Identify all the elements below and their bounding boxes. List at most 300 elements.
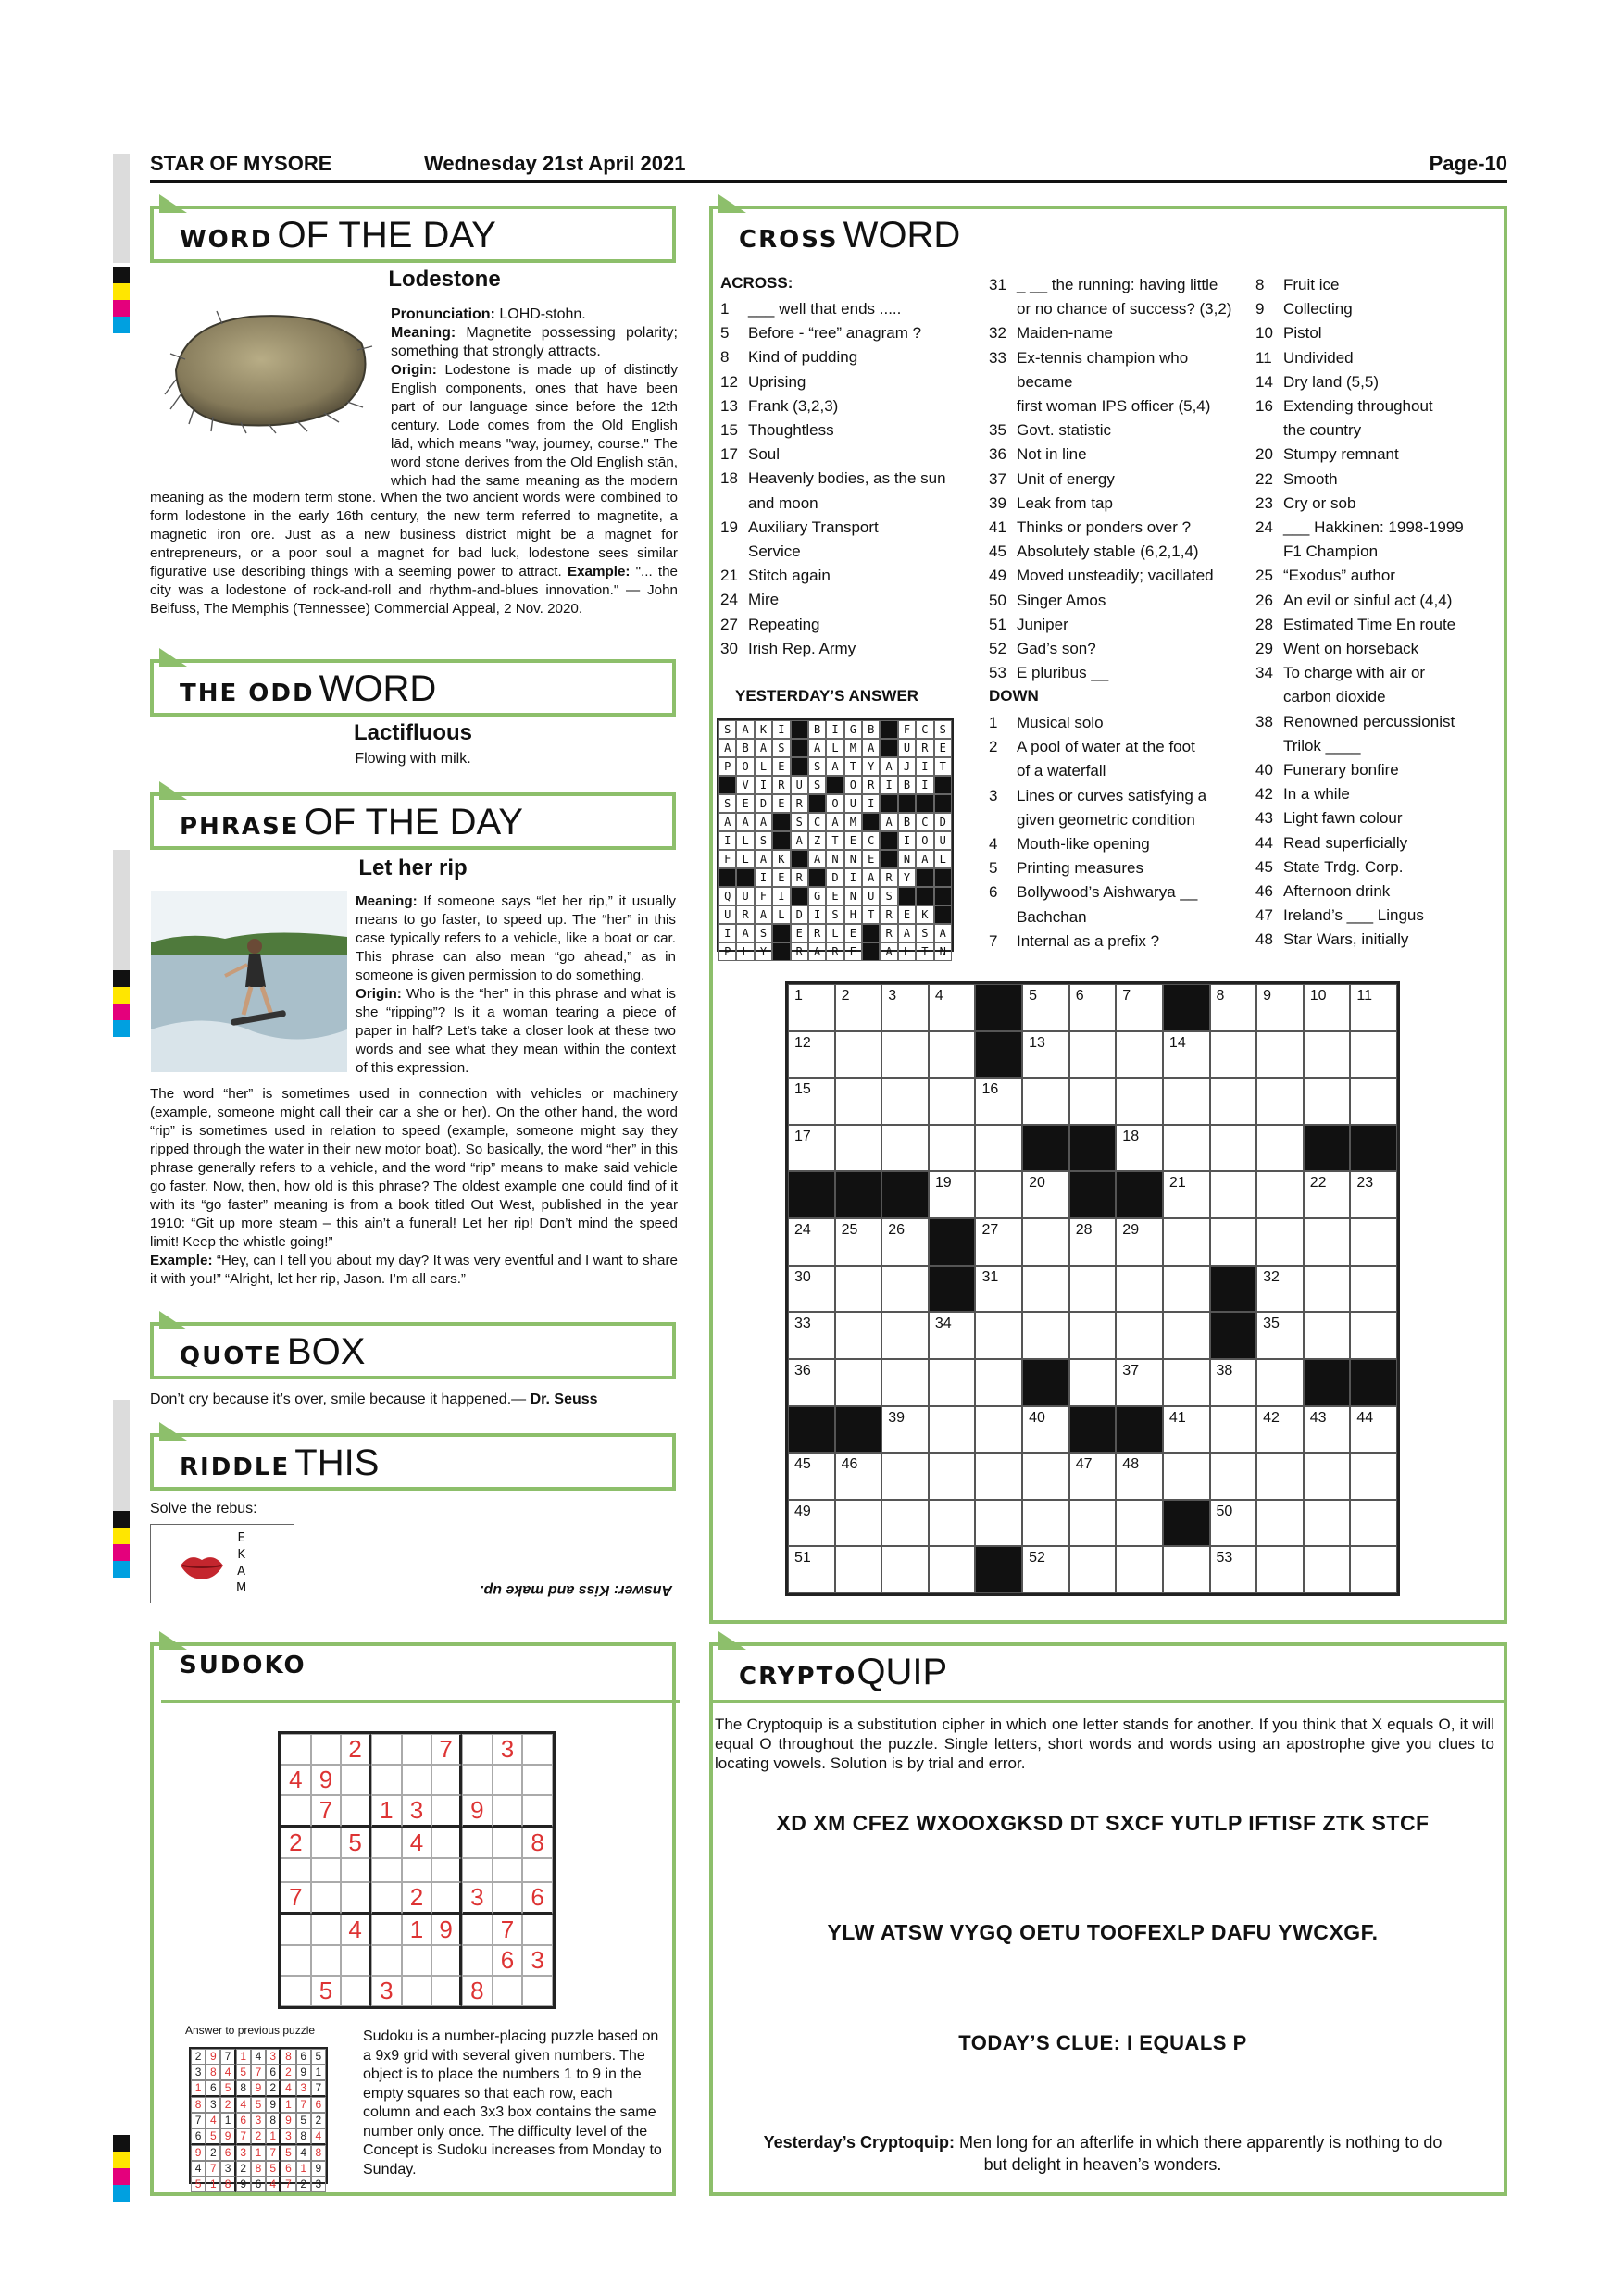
- crossword-cell[interactable]: [1116, 1500, 1163, 1547]
- answer-cell: P: [718, 757, 736, 776]
- crossword-cell[interactable]: [1022, 1031, 1069, 1079]
- sudoku-empty-cell[interactable]: [281, 1734, 311, 1765]
- answer-cell: T: [862, 905, 880, 924]
- sudoku-empty-cell[interactable]: [522, 1858, 553, 1882]
- crossword-cell[interactable]: [1163, 1266, 1210, 1313]
- clue-number: 14: [1255, 372, 1273, 391]
- clue-text: given geometric condition: [1017, 810, 1195, 829]
- sudoku-empty-cell[interactable]: [281, 1945, 311, 1976]
- crossword-cell[interactable]: [1163, 1031, 1210, 1079]
- crossword-cell[interactable]: [975, 1218, 1022, 1266]
- sudoku-answer-cell: 3: [206, 2097, 220, 2113]
- crossword-cell[interactable]: [929, 1312, 976, 1359]
- answer-cell: A: [736, 924, 754, 942]
- crossword-cell[interactable]: [1116, 1546, 1163, 1593]
- crossword-cell[interactable]: [1116, 1312, 1163, 1359]
- crossword-cell[interactable]: [1163, 1218, 1210, 1266]
- crossword-cell[interactable]: [1022, 984, 1069, 1031]
- answer-cell: Y: [898, 868, 916, 887]
- sudoku-answer-cell: 6: [191, 2128, 206, 2145]
- crossword-cell[interactable]: [1163, 1359, 1210, 1406]
- crossword-cell[interactable]: [1350, 1171, 1397, 1218]
- clue-text: Read superficially: [1283, 833, 1408, 852]
- answer-black-cell: [916, 887, 933, 905]
- crossword-cell[interactable]: [975, 1359, 1022, 1406]
- sudoku-answer-cell: 3: [311, 2177, 326, 2192]
- crossword-cell[interactable]: [788, 1312, 835, 1359]
- sudoku-empty-cell[interactable]: [462, 1945, 493, 1976]
- crossword-cell[interactable]: [1304, 1031, 1351, 1079]
- crossword-cell[interactable]: [1256, 1171, 1304, 1218]
- clue-row: [989, 321, 1239, 345]
- crossword-cell[interactable]: [975, 1078, 1022, 1125]
- answer-cell: O: [844, 776, 862, 794]
- crossword-cell[interactable]: [929, 1500, 976, 1547]
- margin-bar: [113, 850, 130, 970]
- sudoku-empty-cell[interactable]: [493, 1976, 523, 2006]
- answer-cell: S: [791, 813, 808, 831]
- crossword-cell[interactable]: [1210, 984, 1257, 1031]
- sudoku-answer-cell: 5: [191, 2177, 206, 2192]
- cell-number: 21: [1168, 1175, 1186, 1192]
- crossword-cell[interactable]: [881, 1266, 929, 1313]
- crossword-cell[interactable]: [1304, 1500, 1351, 1547]
- sudoku-empty-cell[interactable]: [522, 1915, 553, 1945]
- crossword-cell[interactable]: [975, 1125, 1022, 1172]
- sudoku-empty-cell[interactable]: [462, 1915, 493, 1945]
- sudoku-empty-cell[interactable]: [493, 1828, 523, 1858]
- clue-number: 32: [989, 324, 1006, 343]
- crossword-cell[interactable]: [788, 1218, 835, 1266]
- answer-cell: I: [916, 757, 933, 776]
- sudoku-empty-cell[interactable]: [522, 1765, 553, 1795]
- sudoku-empty-cell[interactable]: [402, 1945, 432, 1976]
- clue-number: 49: [989, 567, 1006, 585]
- clue-text: _ __ the running: having little: [1017, 276, 1218, 293]
- crossword-cell[interactable]: [975, 1312, 1022, 1359]
- clue-row: [1255, 734, 1498, 758]
- clue-number: [1255, 685, 1283, 709]
- crossword-cell[interactable]: [1304, 1218, 1351, 1266]
- sudoku-empty-cell[interactable]: [281, 1976, 311, 2006]
- crossword-cell[interactable]: [975, 1453, 1022, 1500]
- cryptoquip-heading-rule: [713, 1642, 1504, 1703]
- crossword-cell[interactable]: [1163, 1312, 1210, 1359]
- sudoku-empty-cell[interactable]: [402, 1734, 432, 1765]
- sudoku-empty-cell[interactable]: [341, 1882, 371, 1915]
- crossword-cell[interactable]: [1069, 1500, 1117, 1547]
- clue-row: [720, 467, 970, 491]
- crossword-cell[interactable]: [835, 1031, 882, 1079]
- crossword-cell[interactable]: [1350, 1266, 1397, 1313]
- sudoku-empty-cell[interactable]: [462, 1765, 493, 1795]
- crossword-cell[interactable]: [881, 1500, 929, 1547]
- sudoku-empty-cell[interactable]: [493, 1858, 523, 1882]
- sudoku-answer-cell: 7: [206, 2161, 220, 2177]
- crossword-cell[interactable]: [1116, 1453, 1163, 1500]
- sudoku-empty-cell[interactable]: [311, 1858, 342, 1882]
- crossword-cell[interactable]: [1069, 984, 1117, 1031]
- sudoku-empty-cell[interactable]: [341, 1765, 371, 1795]
- clue-text: Printing measures: [1017, 859, 1144, 878]
- crossword-cell[interactable]: [788, 1546, 835, 1593]
- sudoku-empty-cell[interactable]: [493, 1765, 523, 1795]
- crossword-cell[interactable]: [1350, 1500, 1397, 1547]
- crossword-cell[interactable]: [788, 1031, 835, 1079]
- answer-cell: R: [791, 868, 808, 887]
- sudoku-answer-cell: 9: [296, 2065, 311, 2080]
- sudoku-empty-cell[interactable]: [522, 1734, 553, 1765]
- swatch-black: [113, 1511, 130, 1528]
- crossword-black-cell: [788, 1171, 835, 1218]
- word-of-day-heading: WORD OF THE DAY: [150, 206, 676, 263]
- crossword-cell[interactable]: [929, 1031, 976, 1079]
- crossword-cell[interactable]: [835, 984, 882, 1031]
- clue-number: 38: [1255, 712, 1273, 730]
- sudoku-empty-cell[interactable]: [493, 1882, 523, 1915]
- crossword-cell[interactable]: [1210, 1453, 1257, 1500]
- phrase-title: Let her rip: [358, 855, 468, 880]
- crossword-cell[interactable]: [881, 1406, 929, 1454]
- answer-black-cell: [791, 739, 808, 757]
- answer-cell: A: [755, 739, 772, 757]
- crossword-cell[interactable]: [1210, 1125, 1257, 1172]
- crossword-cell[interactable]: [1256, 1031, 1304, 1079]
- crossword-cell[interactable]: [929, 1359, 976, 1406]
- crossword-cell[interactable]: [1304, 1312, 1351, 1359]
- crossword-cell[interactable]: [1069, 1546, 1117, 1593]
- crossword-cell[interactable]: [1256, 1266, 1304, 1313]
- sudoku-empty-cell[interactable]: [341, 1795, 371, 1828]
- clue-row: [1255, 297, 1498, 321]
- sudoku-empty-cell[interactable]: [371, 1828, 402, 1858]
- answer-black-cell: [880, 739, 897, 757]
- crossword-cell[interactable]: [929, 1078, 976, 1125]
- crossword-cell[interactable]: [835, 1312, 882, 1359]
- crossword-cell[interactable]: [1022, 1171, 1069, 1218]
- crossword-cell[interactable]: [1022, 1266, 1069, 1313]
- sudoku-empty-cell[interactable]: [431, 1882, 462, 1915]
- crossword-cell[interactable]: [835, 1453, 882, 1500]
- crossword-cell[interactable]: [1256, 1359, 1304, 1406]
- crossword-cell[interactable]: [835, 1218, 882, 1266]
- crossword-cell[interactable]: [1022, 1312, 1069, 1359]
- crossword-cell[interactable]: [929, 1125, 976, 1172]
- crossword-cell[interactable]: [1304, 1266, 1351, 1313]
- crossword-cell[interactable]: [835, 1078, 882, 1125]
- crossword-cell[interactable]: [975, 1406, 1022, 1454]
- crossword-cell[interactable]: [1163, 1171, 1210, 1218]
- crossword-cell[interactable]: [881, 1453, 929, 1500]
- clue-number: 1: [989, 714, 998, 731]
- across-label: ACROSS:: [720, 274, 793, 292]
- sudoku-empty-cell[interactable]: [371, 1734, 402, 1765]
- crossword-cell[interactable]: [835, 1125, 882, 1172]
- answer-black-cell: [772, 813, 790, 831]
- sudoku-answer-cell: 8: [311, 2145, 326, 2161]
- crossword-cell[interactable]: [1163, 1546, 1210, 1593]
- crossword-cell[interactable]: [881, 1359, 929, 1406]
- crossword-cell[interactable]: [1069, 1031, 1117, 1079]
- answer-cell: Z: [808, 831, 826, 850]
- crossword-cell[interactable]: [1069, 1312, 1117, 1359]
- sudoku-empty-cell[interactable]: [462, 1828, 493, 1858]
- sudoku-empty-cell[interactable]: [311, 1945, 342, 1976]
- crossword-cell[interactable]: [1210, 1171, 1257, 1218]
- clue-text: Singer Amos: [1017, 591, 1106, 609]
- crossword-cell[interactable]: [1350, 1546, 1397, 1593]
- phrase-body: The word “her” is sometimes used in connection with vehicles or machinery (example, someone might call their car a she or her). On the other hand, the word “rip” is sometimes used in relation to speed (example, someone might say they ripped through the water in their new motor boat). So basically, the word “her” in this phrase generally refers to a vehicle, and the word “rip” means to make said vehicle go faster. Now, then, how old is this phrase? The oldest example one could find of it with its “go faster” meaning is from a book titled Out West, published in the year 1910: “Git up more steam – this ain’t a funeral! Let her rip! Don’t mind the speed limit! Keep the whistle going!” Example: “Hey, can I tell you about my day? It was very eventful and I want to share it with you!” “Alright, let her rip, Jason. I’m all ears.”: [150, 1086, 678, 1287]
- crossword-cell[interactable]: [1163, 1125, 1210, 1172]
- crossword-cell[interactable]: [835, 1266, 882, 1313]
- crossword-cell[interactable]: [1350, 984, 1397, 1031]
- crossword-cell[interactable]: [1116, 1218, 1163, 1266]
- crossword-cell[interactable]: [881, 1218, 929, 1266]
- crossword-cell[interactable]: [1256, 1546, 1304, 1593]
- cell-number: 51: [794, 1550, 811, 1566]
- crossword-cell[interactable]: [788, 984, 835, 1031]
- clue-number: 5: [720, 324, 730, 343]
- sudoku-empty-cell[interactable]: [431, 1765, 462, 1795]
- crossword-cell[interactable]: [1210, 1406, 1257, 1454]
- crossword-cell[interactable]: [1256, 1078, 1304, 1125]
- crossword-cell[interactable]: [788, 1266, 835, 1313]
- answer-black-cell: [934, 776, 952, 794]
- clue-text: Govt. statistic: [1017, 421, 1112, 440]
- crossword-cell[interactable]: [1350, 1078, 1397, 1125]
- crossword-cell[interactable]: [929, 984, 976, 1031]
- crossword-cell[interactable]: [1069, 1078, 1117, 1125]
- swatch-magenta: [113, 300, 130, 317]
- answer-cell: S: [916, 924, 933, 942]
- crossword-cell[interactable]: [1210, 1078, 1257, 1125]
- sudoku-empty-cell[interactable]: [341, 1976, 371, 2006]
- answer-cell: A: [880, 942, 897, 961]
- sudoku-answer-cell: 3: [191, 2065, 206, 2080]
- sudoku-empty-cell[interactable]: [311, 1915, 342, 1945]
- sudoku-empty-cell[interactable]: [402, 1976, 432, 2006]
- sudoku-empty-cell[interactable]: [371, 1858, 402, 1882]
- crossword-cell[interactable]: [835, 1359, 882, 1406]
- crossword-cell[interactable]: [788, 1078, 835, 1125]
- answer-cell: A: [808, 739, 826, 757]
- crossword-cell[interactable]: [975, 1171, 1022, 1218]
- crossword-cell[interactable]: [835, 1546, 882, 1593]
- sudoku-empty-cell[interactable]: [431, 1976, 462, 2006]
- crossword-cell[interactable]: [1350, 1312, 1397, 1359]
- crossword-cell[interactable]: [929, 1453, 976, 1500]
- crossword-cell[interactable]: [1350, 1453, 1397, 1500]
- sudoku-empty-cell[interactable]: [431, 1945, 462, 1976]
- cell-number: 37: [1122, 1362, 1140, 1379]
- clue-number: 51: [989, 615, 1006, 633]
- sudoku-empty-cell[interactable]: [431, 1858, 462, 1882]
- clue-text: Auxiliary Transport: [748, 518, 879, 536]
- crossword-cell[interactable]: [1163, 1078, 1210, 1125]
- crossword-cell[interactable]: [1304, 1453, 1351, 1500]
- crossword-cell[interactable]: [1256, 984, 1304, 1031]
- sudoku-given-cell: 7: [493, 1915, 523, 1945]
- answer-cell: B: [898, 813, 916, 831]
- sudoku-empty-cell[interactable]: [462, 1734, 493, 1765]
- cell-number: 43: [1309, 1409, 1327, 1426]
- crossword-cell[interactable]: [1210, 1359, 1257, 1406]
- cell-number: 50: [1216, 1503, 1233, 1519]
- sudoku-answer-cell: 2: [251, 2128, 266, 2145]
- crossword-cell[interactable]: [1350, 1218, 1397, 1266]
- clue-row: [1255, 589, 1498, 613]
- crossword-cell[interactable]: [929, 1546, 976, 1593]
- crossword-cell[interactable]: [1304, 1546, 1351, 1593]
- sudoku-empty-cell[interactable]: [341, 1858, 371, 1882]
- crossword-cell[interactable]: [975, 1266, 1022, 1313]
- clue-text: carbon dioxide: [1283, 688, 1386, 706]
- crossword-cell[interactable]: [788, 1359, 835, 1406]
- sudoku-given-cell: 2: [341, 1734, 371, 1765]
- crossword-cell[interactable]: [881, 984, 929, 1031]
- crossword-cell[interactable]: [1350, 1031, 1397, 1079]
- answer-cell: I: [772, 887, 790, 905]
- crossword-cell[interactable]: [1022, 1078, 1069, 1125]
- sudoku-empty-cell[interactable]: [281, 1795, 311, 1828]
- answer-cell: L: [755, 757, 772, 776]
- sudoku-empty-cell[interactable]: [402, 1858, 432, 1882]
- sudoku-empty-cell[interactable]: [311, 1828, 342, 1858]
- answer-cell: D: [934, 813, 952, 831]
- sudoku-empty-cell[interactable]: [311, 1882, 342, 1915]
- sudoku-empty-cell[interactable]: [431, 1795, 462, 1828]
- sudoku-empty-cell[interactable]: [402, 1765, 432, 1795]
- crossword-cell[interactable]: [1256, 1312, 1304, 1359]
- answer-cell: K: [916, 905, 933, 924]
- clue-text: An evil or sinful act (4,4): [1283, 591, 1453, 609]
- crossword-cell[interactable]: [1256, 1406, 1304, 1454]
- sudoku-empty-cell[interactable]: [431, 1828, 462, 1858]
- clue-text: Dry land (5,5): [1283, 372, 1379, 391]
- crossword-cell[interactable]: [1069, 1266, 1117, 1313]
- crossword-cell[interactable]: [929, 1406, 976, 1454]
- sudoku-empty-cell[interactable]: [493, 1795, 523, 1828]
- sudoku-empty-cell[interactable]: [371, 1765, 402, 1795]
- cell-number: 1: [794, 988, 803, 1004]
- crossword-cell[interactable]: [1022, 1406, 1069, 1454]
- crossword-cell[interactable]: [1116, 984, 1163, 1031]
- clue-row: [989, 735, 1239, 759]
- clue-number: 18: [720, 469, 738, 488]
- sudoku-empty-cell[interactable]: [371, 1945, 402, 1976]
- answer-black-cell: [791, 850, 808, 868]
- crossword-cell[interactable]: [929, 1171, 976, 1218]
- word-of-day-example: meaning as the modern term stone. When the two ancient words were combined to form lodestone in the early 16th century, the new term referred to magnetite, a magnetic iron ore. Just as a new business district might be a magnet for entrepreneurs, or a poor soul a magnet for bad luck, lodestone sees similar figurative use describing things with a seeming power to attract. Example: "... the city was a lodestone of rock-and-roll and rhythm-and-blues innovation." — John Beifuss, The Memphis (Tennessee) Commercial Appeal, 2 Nov. 2020.: [150, 490, 678, 617]
- sudoku-empty-cell[interactable]: [281, 1915, 311, 1945]
- crossword-cell[interactable]: [1256, 1125, 1304, 1172]
- crossword-cell[interactable]: [1116, 1125, 1163, 1172]
- crossword-black-cell: [929, 1218, 976, 1266]
- sudoku-empty-cell[interactable]: [522, 1976, 553, 2006]
- clue-row: [989, 346, 1239, 394]
- sudoku-empty-cell[interactable]: [371, 1915, 402, 1945]
- cell-number: 8: [1216, 988, 1225, 1004]
- crossword-cell[interactable]: [1116, 1078, 1163, 1125]
- crossword-cell[interactable]: [1256, 1500, 1304, 1547]
- answer-cell: P: [718, 942, 736, 961]
- answer-cell: M: [844, 813, 862, 831]
- crossword-cell[interactable]: [881, 1312, 929, 1359]
- clue-number: 30: [720, 639, 738, 657]
- crossword-cell[interactable]: [1116, 1031, 1163, 1079]
- sudoku-empty-cell[interactable]: [462, 1858, 493, 1882]
- sudoku-empty-cell[interactable]: [341, 1945, 371, 1976]
- crossword-cell[interactable]: [975, 1500, 1022, 1547]
- crossword-cell[interactable]: [1256, 1218, 1304, 1266]
- clue-text: Light fawn colour: [1283, 809, 1403, 828]
- crossword-cell[interactable]: [788, 1125, 835, 1172]
- clue-row: [989, 564, 1239, 588]
- crossword-cell[interactable]: [1116, 1359, 1163, 1406]
- sudoku-empty-cell[interactable]: [281, 1858, 311, 1882]
- cell-number: 7: [1122, 988, 1131, 1004]
- clue-number: 36: [989, 445, 1006, 464]
- crossword-cell[interactable]: [881, 1125, 929, 1172]
- crossword-cell[interactable]: [1304, 1406, 1351, 1454]
- answer-cell: E: [826, 887, 843, 905]
- crossword-cell[interactable]: [835, 1500, 882, 1547]
- cell-number: 16: [981, 1081, 999, 1098]
- crossword-cell[interactable]: [1304, 984, 1351, 1031]
- clue-text: Absolutely stable (6,2,1,4): [1017, 543, 1199, 561]
- sudoku-answer-grid: [189, 2047, 328, 2190]
- crossword-cell[interactable]: [1022, 1453, 1069, 1500]
- sudoku-empty-cell[interactable]: [522, 1795, 553, 1828]
- crossword-cell[interactable]: [1116, 1266, 1163, 1313]
- crossword-cell[interactable]: [1304, 1078, 1351, 1125]
- crossword-cell[interactable]: [1256, 1453, 1304, 1500]
- clue-row: [1255, 855, 1498, 880]
- crossword-cell[interactable]: [1069, 1453, 1117, 1500]
- clue-text: first woman IPS officer (5,4): [1017, 397, 1211, 416]
- crossword-black-cell: [1069, 1171, 1117, 1218]
- cell-number: 4: [934, 988, 943, 1004]
- crossword-cell[interactable]: [1350, 1406, 1397, 1454]
- crossword-cell[interactable]: [881, 1031, 929, 1079]
- clue-text: Pistol: [1283, 324, 1322, 343]
- crossword-cell[interactable]: [1210, 1546, 1257, 1593]
- crossword-cell[interactable]: [1304, 1171, 1351, 1218]
- sudoku-empty-cell[interactable]: [371, 1882, 402, 1915]
- crossword-cell[interactable]: [1163, 1406, 1210, 1454]
- clue-row: [989, 613, 1239, 637]
- crossword-cell[interactable]: [1022, 1546, 1069, 1593]
- across-clues-col2: [989, 273, 1239, 685]
- crossword-cell[interactable]: [881, 1546, 929, 1593]
- sudoku-empty-cell[interactable]: [311, 1734, 342, 1765]
- crossword-cell[interactable]: [1069, 1359, 1117, 1406]
- crossword-cell[interactable]: [788, 1500, 835, 1547]
- crossword-cell[interactable]: [1069, 1218, 1117, 1266]
- crossword-cell[interactable]: [1210, 1218, 1257, 1266]
- crossword-cell[interactable]: [1210, 1500, 1257, 1547]
- crossword-cell[interactable]: [1163, 1453, 1210, 1500]
- crossword-cell[interactable]: [1022, 1500, 1069, 1547]
- crossword-cell[interactable]: [1022, 1218, 1069, 1266]
- crossword-cell[interactable]: [881, 1078, 929, 1125]
- answer-cell: S: [880, 887, 897, 905]
- down-label: DOWN: [989, 687, 1039, 705]
- clue-number: 47: [1255, 906, 1273, 925]
- crossword-cell[interactable]: [788, 1453, 835, 1500]
- answer-black-cell: [718, 776, 736, 794]
- crossword-cell[interactable]: [1210, 1031, 1257, 1079]
